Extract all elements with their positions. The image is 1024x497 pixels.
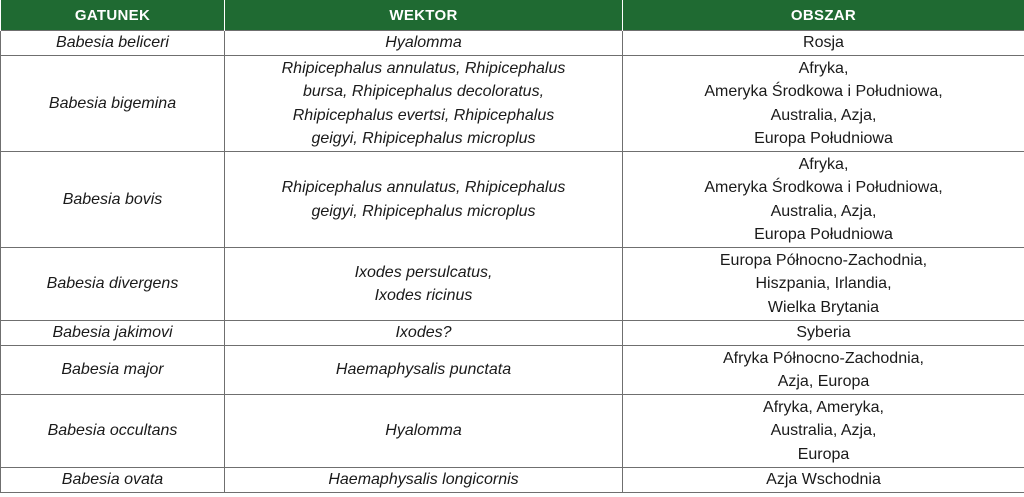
area-cell bbox=[623, 395, 1024, 468]
vector-cell bbox=[225, 56, 623, 152]
species-cell: Babesia ovata bbox=[1, 468, 225, 493]
area-line: Hiszpania, Irlandia, bbox=[755, 275, 892, 293]
table-row bbox=[1, 31, 1024, 56]
vector-line: Haemaphysalis longicornis bbox=[328, 471, 519, 489]
species-cell: Babesia bigemina bbox=[1, 56, 225, 152]
area-cell bbox=[623, 248, 1024, 321]
vector-line: geigyi, Rhipicephalus microplus bbox=[311, 202, 536, 220]
vector-cell bbox=[225, 248, 623, 321]
vector-line: Hyalomma bbox=[385, 34, 462, 52]
header-area: OBSZAR bbox=[623, 0, 1024, 31]
vector-line: Rhipicephalus evertsi, Rhipicephalus bbox=[292, 106, 555, 124]
header-species: GATUNEK bbox=[1, 0, 225, 31]
vector-line: Ixodes? bbox=[395, 324, 452, 342]
vector-cell bbox=[225, 31, 623, 56]
vector-cell bbox=[225, 395, 623, 468]
area-line: Azja Wschodnia bbox=[766, 471, 881, 489]
area-line: Australia, Azja, bbox=[770, 422, 877, 440]
area-line: Europa bbox=[797, 445, 850, 463]
table-row bbox=[1, 56, 1024, 152]
area-line: Azja, Europa bbox=[777, 373, 870, 390]
table-row bbox=[1, 395, 1024, 468]
area-line: Australia, Azja, bbox=[770, 202, 877, 220]
vector-cell bbox=[225, 321, 623, 346]
area-line: Europa Południowa bbox=[754, 130, 893, 147]
area-line: Europa Północno-Zachodnia, bbox=[719, 251, 928, 269]
vector-cell bbox=[225, 468, 623, 493]
area-line: Australia, Azja, bbox=[770, 106, 877, 124]
species-cell: Babesia occultans bbox=[1, 395, 225, 468]
area-cell bbox=[623, 468, 1024, 493]
table-row bbox=[1, 468, 1024, 493]
area-line: Afryka Północno-Zachodnia, bbox=[723, 349, 924, 367]
vector-line: Rhipicephalus annulatus, Rhipicephalus bbox=[281, 179, 566, 196]
species-cell: Babesia bovis bbox=[1, 152, 225, 248]
area-line: Europa Południowa bbox=[754, 226, 893, 243]
species-cell: Babesia divergens bbox=[1, 248, 225, 321]
area-line: Ameryka Środkowa i Południowa, bbox=[704, 83, 943, 100]
header-row bbox=[1, 0, 1024, 31]
area-line: Wielka Brytania bbox=[767, 298, 880, 316]
vector-line: geigyi, Rhipicephalus microplus bbox=[311, 130, 536, 147]
header-vector: WEKTOR bbox=[225, 0, 623, 31]
vector-line: Rhipicephalus annulatus, Rhipicephalus bbox=[281, 59, 566, 77]
table-body bbox=[1, 31, 1024, 493]
area-line: Afryka, Ameryka, bbox=[763, 398, 884, 416]
area-line: Rosja bbox=[803, 34, 844, 52]
vector-cell bbox=[225, 152, 623, 248]
vector-line: bursa, Rhipicephalus decoloratus, bbox=[302, 83, 545, 100]
table-row bbox=[1, 152, 1024, 248]
vector-line: Hyalomma bbox=[385, 422, 462, 440]
vector-line: Haemaphysalis punctata bbox=[335, 361, 512, 379]
species-cell: Babesia beliceri bbox=[1, 31, 225, 56]
area-cell bbox=[623, 56, 1024, 152]
area-line: Syberia bbox=[796, 324, 851, 342]
area-line: Afryka, bbox=[798, 59, 849, 77]
area-cell bbox=[623, 31, 1024, 56]
table-header bbox=[1, 0, 1024, 31]
species-cell: Babesia major bbox=[1, 346, 225, 395]
area-cell bbox=[623, 346, 1024, 395]
table-row bbox=[1, 321, 1024, 346]
vector-cell bbox=[225, 346, 623, 395]
area-line: Afryka, bbox=[798, 155, 849, 173]
vector-line: Ixodes persulcatus, bbox=[354, 263, 493, 281]
area-cell bbox=[623, 321, 1024, 346]
table-row bbox=[1, 346, 1024, 395]
species-cell: Babesia jakimovi bbox=[1, 321, 225, 346]
area-line: Ameryka Środkowa i Południowa, bbox=[704, 179, 943, 196]
area-cell bbox=[623, 152, 1024, 248]
vector-line: Ixodes ricinus bbox=[374, 287, 473, 304]
table-row bbox=[1, 248, 1024, 321]
